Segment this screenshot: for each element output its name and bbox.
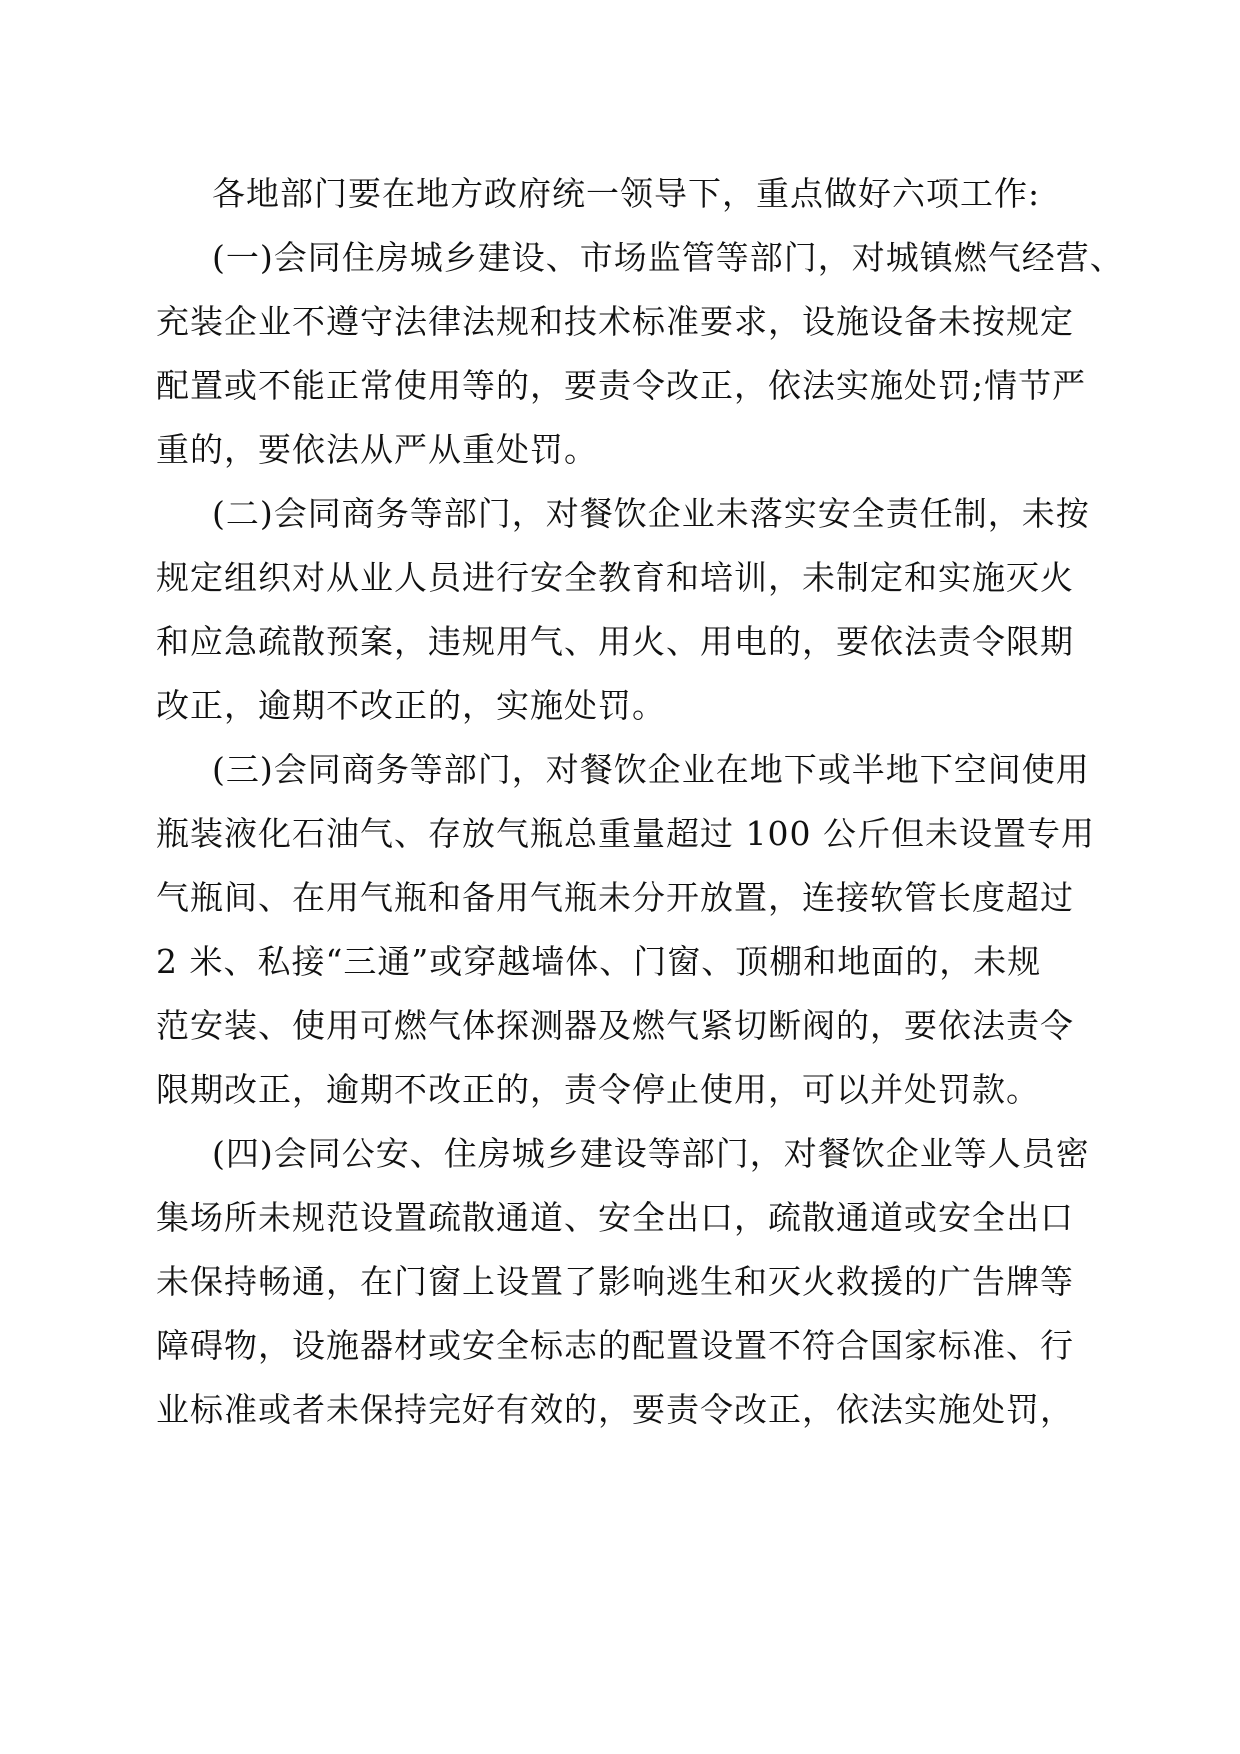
text-line: 瓶装液化石油气、存放气瓶总重量超过 100 公斤但未设置专用: [156, 814, 1095, 853]
text-line: 未保持畅通，在门窗上设置了影响逃生和灭火救援的广告牌等: [156, 1262, 1074, 1301]
text-line: 配置或不能正常使用等的，要责令改正，依法实施处罚;情节严: [156, 366, 1087, 405]
text-line: (四)会同公安、住房城乡建设等部门，对餐饮企业等人员密: [212, 1134, 1090, 1173]
text-line: 范安装、使用可燃气体探测器及燃气紧切断阀的，要依法责令: [156, 1006, 1074, 1045]
text-line: 改正，逾期不改正的，实施处罚。: [156, 686, 666, 725]
text-line: 集场所未规范设置疏散通道、安全出口，疏散通道或安全出口: [156, 1198, 1074, 1237]
text-line: (二)会同商务等部门，对餐饮企业未落实安全责任制，未按: [212, 494, 1090, 533]
text-line: 2 米、私接“三通”或穿越墙体、门窗、顶棚和地面的，未规: [156, 942, 1042, 981]
text-line: 各地部门要在地方政府统一领导下，重点做好六项工作:: [212, 174, 1041, 213]
text-line: 气瓶间、在用气瓶和备用气瓶未分开放置，连接软管长度超过: [156, 878, 1074, 917]
text-line: 重的，要依法从严从重处罚。: [156, 430, 598, 469]
text-line: 规定组织对从业人员进行安全教育和培训，未制定和实施灭火: [156, 558, 1074, 597]
text-line: 和应急疏散预案，违规用气、用火、用电的，要依法责令限期: [156, 622, 1074, 661]
text-line: (三)会同商务等部门，对餐饮企业在地下或半地下空间使用: [212, 750, 1090, 789]
text-line: 障碍物，设施器材或安全标志的配置设置不符合国家标准、行: [156, 1326, 1074, 1365]
text-line: 业标准或者未保持完好有效的，要责令改正，依法实施处罚，: [156, 1390, 1074, 1429]
text-line: 充装企业不遵守法律法规和技术标准要求，设施设备未按规定: [156, 302, 1074, 341]
text-line: 限期改正，逾期不改正的，责令停止使用，可以并处罚款。: [156, 1070, 1040, 1109]
text-line: (一)会同住房城乡建设、市场监管等部门，对城镇燃气经营、: [212, 238, 1124, 277]
